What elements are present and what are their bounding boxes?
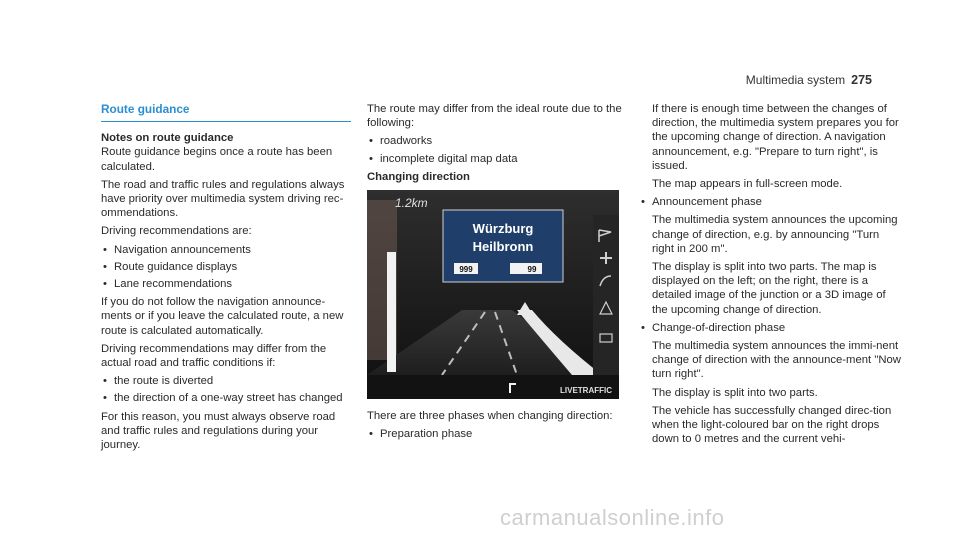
distance-label: 1.2km (395, 196, 428, 211)
condition-list (101, 374, 351, 405)
phase-list (367, 427, 622, 441)
list-item: • Navigation announcements (101, 243, 351, 257)
section-title: Route guidance (101, 102, 351, 122)
phase-list (639, 195, 904, 209)
paragraph: There are three phases when changing direction: (367, 410, 613, 423)
paragraph: The route may differ from the ideal route due to the following: (367, 103, 622, 130)
paragraph: For this reason, you must always observe road and traffic rules and regulations during your journey. (101, 410, 336, 452)
list-item: • Lane recommendations (101, 277, 351, 291)
phase-list (639, 321, 904, 335)
list-item: • Change-of-direction phase (639, 321, 904, 335)
subheading-notes: Notes on route guidance (101, 132, 234, 145)
sign-destination-1: Würzburg (472, 221, 534, 237)
paragraph: If there is enough time between the changes of direction, the multimedia system prepares you for the upcoming change of direction. A navigation announcement, e.g. "Prepare to turn right", is issued. (652, 103, 899, 172)
paragraph: The road and traffic rules and regulations always have priority over multimedia system driving rec-ommendations. (101, 178, 345, 220)
paragraph: The multimedia system announces the immi-nent change of direction with the announce-ment "Now turn right". (652, 340, 901, 381)
paragraph: If you do not follow the navigation announce-ments or if you leave the calculated route, a new route is calculated automatically. (101, 296, 344, 337)
road-number: 999 (459, 265, 473, 275)
column-left (101, 102, 351, 456)
list-item: • Route guidance displays (101, 260, 351, 274)
sign-destination-2: Heilbronn (472, 239, 534, 255)
navigation-display-figure (367, 190, 619, 399)
list-item: • the route is diverted (101, 374, 351, 388)
paragraph: Driving recommendations may differ from the actual road and traffic conditions if: (101, 342, 327, 370)
live-traffic-logo: LIVETRAFFIC (560, 386, 612, 396)
column-middle (367, 102, 622, 445)
paragraph: The map appears in full-screen mode. (652, 178, 843, 191)
list-item: • Preparation phase (367, 427, 622, 441)
subheading-changing-direction: Changing direction (367, 170, 470, 183)
paragraph: Route guidance begins once a route has been calculated. (101, 146, 333, 173)
list-item: • incomplete digital map data (367, 152, 622, 166)
paragraph: The multimedia system announces the upcoming change of direction, e.g. by announcing "Turn right in 200 m". (652, 214, 898, 255)
column-right (639, 102, 904, 450)
list-item: • roadworks (367, 134, 622, 148)
paragraph: Driving recommendations are: (101, 225, 252, 238)
list-item: • Announcement phase (639, 195, 904, 209)
running-header (746, 73, 872, 87)
exit-number: 99 (527, 265, 537, 275)
navigation-display-illustration (367, 190, 619, 399)
distance-bar (387, 252, 396, 372)
list-item: • the direction of a one-way street has changed (101, 391, 351, 405)
reason-list (367, 134, 622, 165)
watermark: carmanualsonline.info (500, 504, 725, 530)
side-panel (593, 215, 619, 375)
paragraph: The display is split into two parts. The map is displayed on the left; on the right, there is a detailed image of the junction or a 3D image of the upcoming change of direction. (652, 261, 886, 316)
header-section-title: Multimedia system (745, 73, 846, 87)
paragraph: The display is split into two parts. (652, 386, 818, 399)
paragraph: The vehicle has successfully changed direc-tion when the light-coloured bar on the right drops down to 0 metres and the current vehi- (652, 404, 892, 446)
page-number: 275 (851, 73, 872, 87)
recommendation-list (101, 243, 351, 292)
